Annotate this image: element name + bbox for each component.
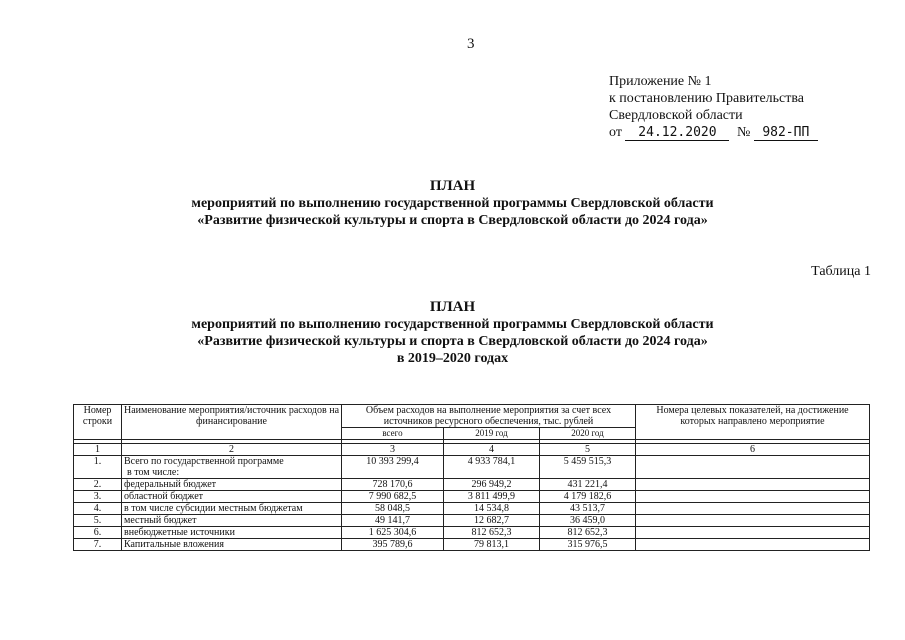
header-total: всего (342, 428, 444, 440)
col-number-3: 3 (342, 444, 444, 456)
row-2020: 431 221,4 (540, 479, 636, 491)
appendix-line2: к постановлению Правительства (609, 91, 805, 106)
row-name: Капитальные вложения (122, 539, 342, 551)
row-total: 49 141,7 (342, 515, 444, 527)
row-name: федеральный бюджет (122, 479, 342, 491)
row-2020: 43 513,7 (540, 503, 636, 515)
col-number-1: 1 (74, 444, 122, 456)
col-number-4: 4 (444, 444, 540, 456)
decree-date: 24.12.2020 (625, 125, 729, 141)
row-name: местный бюджет (122, 515, 342, 527)
row-2019: 3 811 499,9 (444, 491, 540, 503)
col-number-5: 5 (540, 444, 636, 456)
row-2019: 296 949,2 (444, 479, 540, 491)
row-name (122, 456, 342, 479)
header-row-no: Номер строки (74, 405, 122, 440)
row-2019: 4 933 784,1 (444, 456, 540, 479)
row-2019: 14 534,8 (444, 503, 540, 515)
row-total: 10 393 299,4 (342, 456, 444, 479)
header-name: Наименование мероприятия/источник расходов на финансирование (122, 405, 342, 440)
row-total: 728 170,6 (342, 479, 444, 491)
table-row (74, 515, 870, 527)
header-volume: Объем расходов на выполнение мероприятия за счет всех источников ресурсного обеспечения, тыс. рублей (342, 405, 636, 428)
title-block-1 (0, 178, 905, 229)
title2-line2: мероприятий по выполнению государственной программы Свердловской области (191, 317, 714, 332)
row-no: 5. (74, 515, 122, 527)
row-no: 6. (74, 527, 122, 539)
title-block-2 (0, 299, 905, 367)
row-targets (636, 527, 870, 539)
row-targets (636, 479, 870, 491)
row-name: внебюджетные источники (122, 527, 342, 539)
title1-line2: мероприятий по выполнению государственной программы Свердловской области (191, 196, 714, 211)
row-no: 2. (74, 479, 122, 491)
header-2019: 2019 год (444, 428, 540, 440)
row-total: 7 990 682,5 (342, 491, 444, 503)
col-number-6: 6 (636, 444, 870, 456)
plan-table (73, 404, 870, 551)
col-number-2: 2 (122, 444, 342, 456)
row-total: 395 789,6 (342, 539, 444, 551)
table-label: Таблица 1 (811, 264, 871, 279)
header-targets: Номера целевых показателей, на достижение которых направлено мероприятие (636, 405, 870, 440)
row-2019: 12 682,7 (444, 515, 540, 527)
row-2019: 79 813,1 (444, 539, 540, 551)
title1-line3: «Развитие физической культуры и спорта в Свердловской области до 2024 года» (197, 213, 708, 228)
appendix-block (609, 73, 818, 141)
row-2020: 5 459 515,3 (540, 456, 636, 479)
row-no: 7. (74, 539, 122, 551)
table-row (74, 539, 870, 551)
table-col-number-row (74, 444, 870, 456)
row-targets (636, 539, 870, 551)
table-row (74, 503, 870, 515)
row-name-sub: в том числе: (127, 467, 180, 478)
page-number: 3 (467, 36, 475, 52)
title2-heading: ПЛАН (429, 299, 476, 315)
table-row (74, 491, 870, 503)
appendix-date-line (609, 124, 818, 141)
row-name: областной бюджет (122, 491, 342, 503)
row-2020: 812 652,3 (540, 527, 636, 539)
row-targets (636, 491, 870, 503)
table-row (74, 456, 870, 479)
table-header-row (74, 405, 870, 428)
title2-line4: в 2019–2020 годах (396, 351, 509, 366)
appendix-line3: Свердловской области (609, 108, 743, 123)
row-no: 3. (74, 491, 122, 503)
row-no: 1. (74, 456, 122, 479)
row-total: 1 625 304,6 (342, 527, 444, 539)
decree-number: 982-ПП (754, 125, 818, 141)
header-2020: 2020 год (540, 428, 636, 440)
from-label: от (609, 125, 622, 140)
table-row (74, 527, 870, 539)
title1-heading: ПЛАН (429, 178, 476, 194)
row-2020: 315 976,5 (540, 539, 636, 551)
row-2019: 812 652,3 (444, 527, 540, 539)
number-label: № (736, 125, 751, 140)
row-no: 4. (74, 503, 122, 515)
row-name: в том числе субсидии местным бюджетам (122, 503, 342, 515)
row-targets (636, 515, 870, 527)
row-2020: 36 459,0 (540, 515, 636, 527)
row-2020: 4 179 182,6 (540, 491, 636, 503)
appendix-line1: Приложение № 1 (609, 74, 712, 89)
row-targets (636, 503, 870, 515)
row-name-main: Всего по государственной программе (124, 456, 284, 467)
row-total: 58 048,5 (342, 503, 444, 515)
title2-line3: «Развитие физической культуры и спорта в Свердловской области до 2024 года» (197, 334, 708, 349)
row-targets (636, 456, 870, 479)
table-row (74, 479, 870, 491)
